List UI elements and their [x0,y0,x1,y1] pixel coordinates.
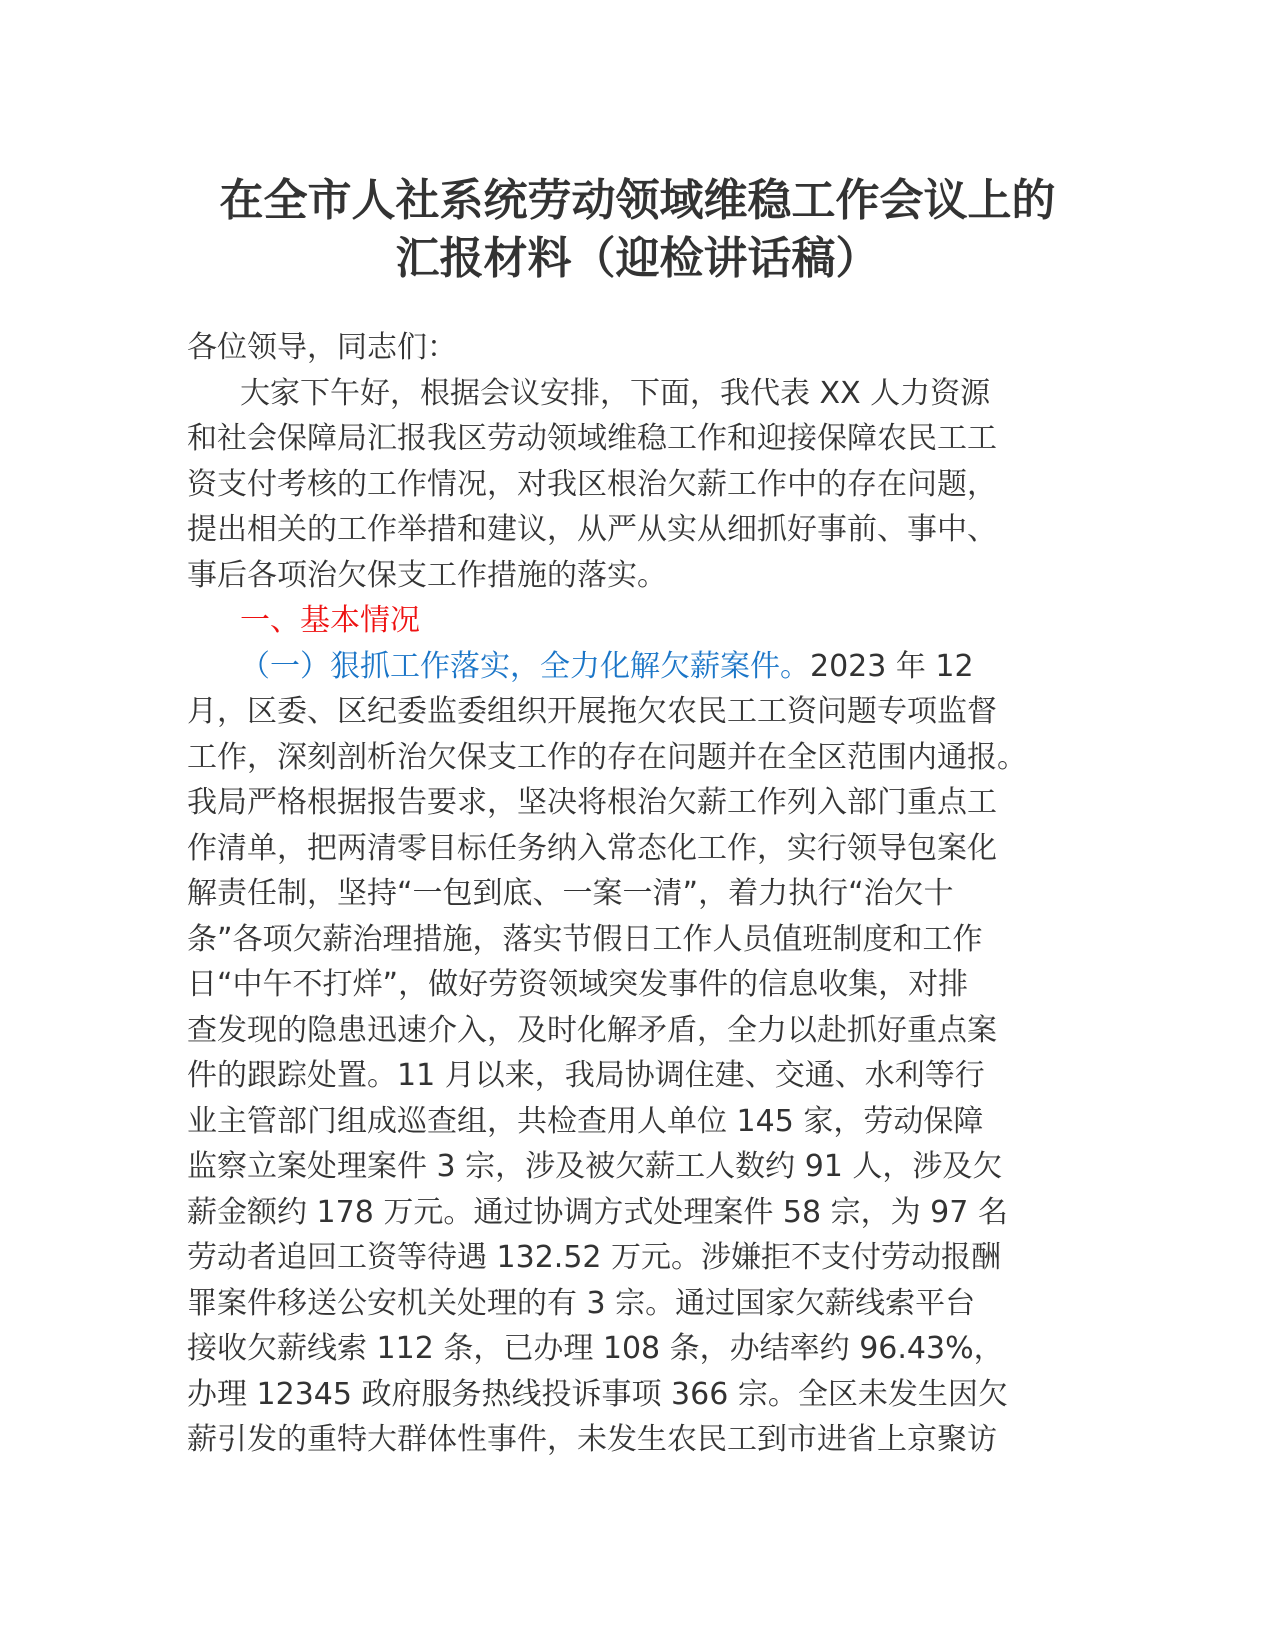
intro-line-4: 提出相关的工作举措和建议，从严从实从细抓好事前、事中、 [187,512,997,547]
body-line-14: 罪案件移送公安机关处理的有 3 宗。通过国家欠薪线索平台 [187,1285,976,1321]
body-line-7: 日“中午不打烊”，做好劳资领域突发事件的信息收集，对排 [187,967,969,1002]
section-heading: 一、基本情况 [240,603,420,638]
body-line-10: 业主管部门组成巡查组，共检查用人单位 145 家，劳动保障 [187,1103,984,1139]
document-title [150,172,1125,288]
body-line-13: 劳动者追回工资等待遇 132.52 万元。涉嫌拒不支付劳动报酬 [187,1240,1002,1275]
intro-line-1: 大家下午好，根据会议安排，下面，我代表 XX 人力资源 [240,375,991,411]
intro-line-5: 事后各项治欠保支工作措施的落实。 [187,557,667,593]
body-line-8: 查发现的隐患迅速介入，及时化解矛盾，全力以赴抓好重点案 [187,1012,997,1048]
intro-line-2: 和社会保障局汇报我区劳动领域维稳工作和迎接保障农民工工 [187,421,997,456]
subsection-first-line-rest: 2023 年 12 [810,648,974,684]
body-line-16: 办理 12345 政府服务热线投诉事项 366 宗。全区未发生因欠 [187,1376,1008,1412]
title-line-1: 在全市人社系统劳动领域维稳工作会议上的 [219,175,1056,226]
body-line-15: 接收欠薪线索 112 条，已办理 108 条，办结率约 96.43%， [187,1331,1004,1366]
body-line-5: 解责任制，坚持“一包到底、一案一清”，着力执行“治欠十 [187,876,954,911]
body-line-6: 条”各项欠薪治理措施，落实节假日工作人员值班制度和工作 [187,921,983,957]
body-line-1: 月，区委、区纪委监委组织开展拖欠农民工工资问题专项监督 [187,694,997,729]
body-line-12: 薪金额约 178 万元。通过协调方式处理案件 58 宗，为 97 名 [187,1194,1008,1230]
document-body [187,325,1107,1463]
title-line-2: 汇报材料（迎检讲话稿） [395,233,880,284]
body-line-2: 工作，深刻剖析治欠保支工作的存在问题并在全区范围内通报。 [187,739,1027,775]
body-line-3: 我局严格根据报告要求，坚决将根治欠薪工作列入部门重点工 [187,785,997,820]
subsection-heading: （一）狠抓工作落实，全力化解欠薪案件。 [240,648,810,684]
body-line-4: 作清单，把两清零目标任务纳入常态化工作，实行领导包案化 [187,830,997,866]
body-line-17: 薪引发的重特大群体性事件，未发生农民工到市进省上京聚访 [187,1422,997,1457]
body-line-9: 件的跟踪处置。11 月以来，我局协调住建、交通、水利等行 [187,1058,985,1093]
subsection-first-line [187,644,1107,690]
salutation: 各位领导，同志们： [187,330,457,365]
intro-line-3: 资支付考核的工作情况，对我区根治欠薪工作中的存在问题， [187,466,997,502]
body-line-11: 监察立案处理案件 3 宗，涉及被欠薪工人数约 91 人，涉及欠 [187,1149,1003,1184]
